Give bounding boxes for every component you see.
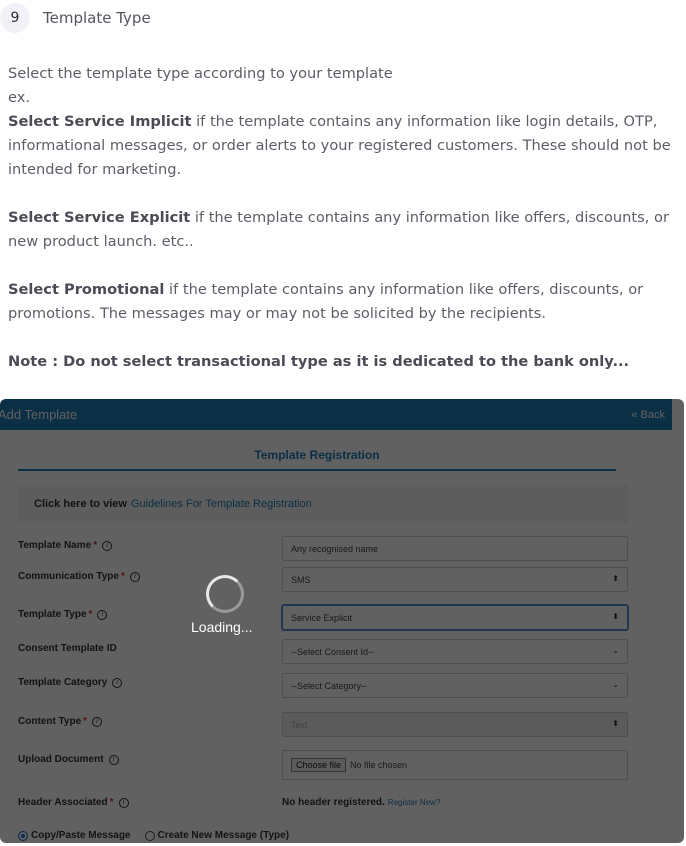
note-text: Note : Do not select transactional type as it is dedicated to the bank only... [8, 353, 630, 370]
instructions [8, 62, 678, 374]
example-label: ex. [8, 89, 30, 106]
step-number: 9 [0, 3, 30, 33]
explicit-bold: Select Service Explicit [8, 209, 191, 226]
loading-spinner-icon [206, 575, 244, 613]
implicit-bold: Select Service Implicit [8, 113, 192, 130]
loading-text: Loading... [191, 619, 253, 635]
intro-line: Select the template type according to your template [8, 65, 393, 82]
step-heading [0, 3, 151, 33]
implicit-paragraph [8, 110, 678, 182]
loading-overlay [0, 399, 684, 843]
promo-text: if the template contains any information like offers, discounts, or promotions. The messages may or may not be solicited by the recipients. [8, 281, 644, 322]
template-form-screenshot [0, 399, 684, 843]
explicit-paragraph [8, 206, 678, 254]
promo-paragraph [8, 278, 678, 326]
promo-bold: Select Promotional [8, 281, 165, 298]
explicit-text: if the template contains any information like offers, discounts, or new product launch. etc.. [8, 209, 669, 250]
step-title: Template Type [43, 9, 151, 27]
implicit-text: if the template contains any information like login details, OTP, informational messages, or order alerts to your registered customers. These should not be intended for marketing. [8, 113, 671, 178]
